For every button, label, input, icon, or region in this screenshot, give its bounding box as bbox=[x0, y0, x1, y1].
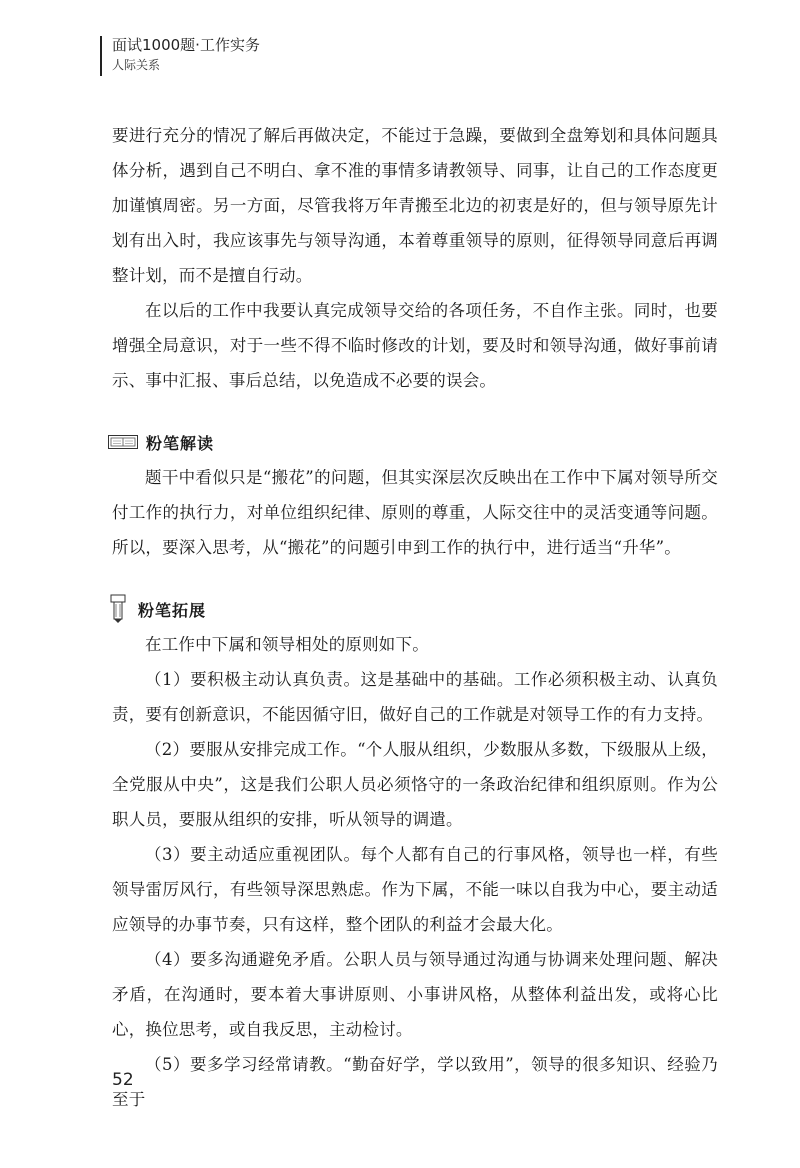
analysis-section bbox=[112, 424, 718, 565]
pencil-icon bbox=[108, 594, 130, 624]
extension-section bbox=[112, 591, 718, 1117]
section-title: 粉笔解读 bbox=[146, 433, 215, 453]
book-title: 面试1000题·工作实务 bbox=[112, 36, 260, 54]
body-paragraph: 题干中看似只是“搬花”的问题，但其实深层次反映出在工作中下属对领导所交付工作的执行力，对单位组织纪律、原则的尊重，人际交往中的灵活变通等问题。所以，要深入思考，从“搬花”的问题引申到工作的执行中，进行适当“升华”。 bbox=[112, 468, 718, 557]
book-icon bbox=[108, 435, 138, 449]
page-body bbox=[112, 118, 718, 1117]
body-paragraph: 要进行充分的情况了解后再做决定，不能过于急躁，要做到全盘筹划和具体问题具体分析，遇到自己不明白、拿不准的事情多请教领导、同事，让自己的工作态度更加谨慎周密。另一方面，尽管我将万年青搬至北边的初衷是好的，但与领导原先计划有出入时，我应该事先与领导沟通，本着尊重领导的原则，征得领导同意后再调整计划，而不是擅自行动。 bbox=[112, 126, 718, 285]
list-item: （1）要积极主动认真负责。这是基础中的基础。工作必须积极主动、认真负责，要有创新意识，不能因循守旧，做好自己的工作就是对领导工作的有力支持。 bbox=[112, 670, 718, 724]
body-paragraph: 在工作中下属和领导相处的原则如下。 bbox=[145, 635, 429, 654]
running-header bbox=[100, 36, 260, 76]
section-title: 粉笔拓展 bbox=[138, 600, 207, 620]
list-item: （2）要服从安排完成工作。“个人服从组织，少数服从多数，下级服从上级，全党服从中央”，这是我们公职人员必须恪守的一条政治纪律和组织原则。作为公职人员，要服从组织的安排，听从领导的调遣。 bbox=[112, 740, 718, 829]
list-item: （4）要多沟通避免矛盾。公职人员与领导通过沟通与协调来处理问题、解决矛盾，在沟通时，要本着大事讲原则、小事讲风格，从整体利益出发，或将心比心，换位思考，或自我反思，主动检讨。 bbox=[112, 950, 718, 1039]
list-item: （3）要主动适应重视团队。每个人都有自己的行事风格，领导也一样，有些领导雷厉风行，有些领导深思熟虑。作为下属，不能一味以自我为中心，要主动适应领导的办事节奏，只有这样，整个团队的利益才会最大化。 bbox=[112, 845, 718, 934]
section-heading bbox=[108, 591, 718, 627]
section-heading bbox=[108, 424, 718, 460]
body-paragraph: 在以后的工作中我要认真完成领导交给的各项任务，不自作主张。同时，也要增强全局意识，对于一些不得不临时修改的计划，要及时和领导沟通，做好事前请示、事中汇报、事后总结，以免造成不必要的误会。 bbox=[112, 301, 718, 390]
page-number: 52 bbox=[112, 1070, 134, 1090]
chapter-title: 人际关系 bbox=[112, 58, 161, 72]
list-item: （5）要多学习经常请教。“勤奋好学，学以致用”，领导的很多知识、经验乃至于 bbox=[112, 1055, 718, 1109]
